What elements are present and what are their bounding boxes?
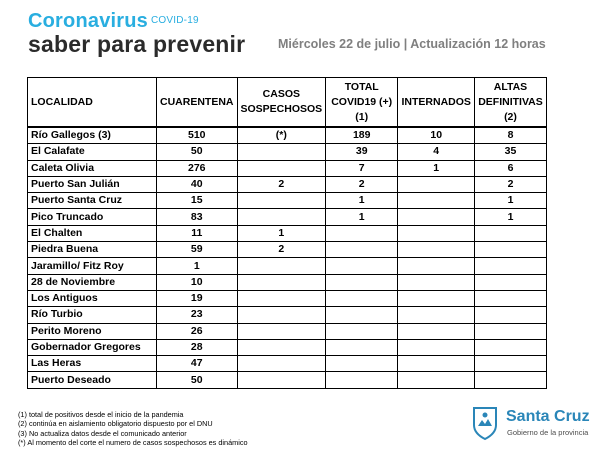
cell-internados bbox=[398, 356, 475, 372]
cell-casos-sospechosos bbox=[237, 339, 326, 355]
table-row bbox=[28, 209, 547, 225]
cell-cuarentena: 11 bbox=[157, 225, 238, 241]
logo-subtitle: Gobierno de la provincia bbox=[507, 428, 589, 437]
cell-total-covid bbox=[326, 307, 398, 323]
cell-internados bbox=[398, 242, 475, 258]
cell-casos-sospechosos bbox=[237, 209, 326, 225]
cell-cuarentena: 276 bbox=[157, 160, 238, 176]
cell-internados bbox=[398, 274, 475, 290]
cell-localidad: Piedra Buena bbox=[28, 242, 157, 258]
cell-internados bbox=[398, 339, 475, 355]
table-row bbox=[28, 242, 547, 258]
table-row bbox=[28, 225, 547, 241]
cell-total-covid: 2 bbox=[326, 176, 398, 192]
cell-casos-sospechosos bbox=[237, 193, 326, 209]
cell-localidad: Los Antiguos bbox=[28, 290, 157, 306]
cell-cuarentena: 15 bbox=[157, 193, 238, 209]
header-altas-definitivas: ALTAS DEFINITIVAS (2) bbox=[475, 78, 547, 128]
cell-localidad: Las Heras bbox=[28, 356, 157, 372]
cell-cuarentena: 28 bbox=[157, 339, 238, 355]
cell-cuarentena: 40 bbox=[157, 176, 238, 192]
table-row bbox=[28, 339, 547, 355]
table-row bbox=[28, 160, 547, 176]
cell-internados bbox=[398, 258, 475, 274]
cell-casos-sospechosos bbox=[237, 160, 326, 176]
cell-altas: 2 bbox=[475, 176, 547, 192]
cell-altas: 6 bbox=[475, 160, 547, 176]
footnote: (1) total de positivos desde el inicio de la pandemia bbox=[18, 410, 184, 419]
cell-casos-sospechosos bbox=[237, 307, 326, 323]
table-row bbox=[28, 307, 547, 323]
cell-localidad: Perito Moreno bbox=[28, 323, 157, 339]
cell-cuarentena: 1 bbox=[157, 258, 238, 274]
cell-total-covid bbox=[326, 323, 398, 339]
cell-localidad: Caleta Olivia bbox=[28, 160, 157, 176]
cell-localidad: Puerto Deseado bbox=[28, 372, 157, 388]
header-casos-sospechosos: CASOS SOSPECHOSOS bbox=[237, 78, 326, 128]
header-internados: INTERNADOS bbox=[398, 78, 475, 128]
cell-total-covid bbox=[326, 290, 398, 306]
cell-altas: 8 bbox=[475, 127, 547, 144]
cell-casos-sospechosos bbox=[237, 372, 326, 388]
cell-localidad: Puerto Santa Cruz bbox=[28, 193, 157, 209]
table-row bbox=[28, 356, 547, 372]
cell-casos-sospechosos: 2 bbox=[237, 176, 326, 192]
cell-altas bbox=[475, 356, 547, 372]
table-body bbox=[28, 127, 547, 388]
cell-localidad: Pico Truncado bbox=[28, 209, 157, 225]
cell-total-covid bbox=[326, 339, 398, 355]
cell-altas bbox=[475, 242, 547, 258]
cell-localidad: Gobernador Gregores bbox=[28, 339, 157, 355]
cell-altas bbox=[475, 290, 547, 306]
header-localidad: LOCALIDAD bbox=[28, 78, 157, 128]
cell-altas bbox=[475, 307, 547, 323]
cell-total-covid: 1 bbox=[326, 193, 398, 209]
cell-casos-sospechosos bbox=[237, 290, 326, 306]
cell-casos-sospechosos bbox=[237, 144, 326, 160]
cell-internados bbox=[398, 193, 475, 209]
brand-slogan: saber para prevenir bbox=[28, 31, 246, 57]
cell-internados bbox=[398, 176, 475, 192]
cell-internados bbox=[398, 372, 475, 388]
cell-localidad: El Chalten bbox=[28, 225, 157, 241]
footnotes bbox=[18, 410, 248, 447]
cell-localidad: Río Turbio bbox=[28, 307, 157, 323]
cell-cuarentena: 47 bbox=[157, 356, 238, 372]
cell-casos-sospechosos bbox=[237, 323, 326, 339]
table-row bbox=[28, 290, 547, 306]
cell-casos-sospechosos bbox=[237, 356, 326, 372]
cell-casos-sospechosos bbox=[237, 274, 326, 290]
cell-casos-sospechosos: 1 bbox=[237, 225, 326, 241]
header-cuarentena: CUARENTENA bbox=[157, 78, 238, 128]
table-row bbox=[28, 193, 547, 209]
cell-localidad: El Calafate bbox=[28, 144, 157, 160]
cases-table bbox=[27, 77, 547, 389]
cell-altas bbox=[475, 372, 547, 388]
shield-icon bbox=[471, 405, 499, 441]
cell-altas: 1 bbox=[475, 209, 547, 225]
cell-altas: 1 bbox=[475, 193, 547, 209]
brand-coronavirus: Coronavirus $^{COVID-19}$ bbox=[28, 10, 199, 32]
cell-cuarentena: 83 bbox=[157, 209, 238, 225]
footnote: (*) Al momento del corte el numero de casos sospechosos es dinámico bbox=[18, 437, 248, 447]
cell-altas: 35 bbox=[475, 144, 547, 160]
cell-total-covid bbox=[326, 258, 398, 274]
logo-name: Santa Cruz bbox=[506, 408, 590, 425]
cell-total-covid bbox=[326, 356, 398, 372]
santa-cruz-logo bbox=[471, 405, 591, 445]
brand-covid-tag: COVID-19 bbox=[151, 15, 199, 26]
cell-casos-sospechosos bbox=[237, 258, 326, 274]
table-row bbox=[28, 144, 547, 160]
table-header-row bbox=[28, 78, 547, 128]
brand-title bbox=[28, 10, 245, 58]
cell-altas bbox=[475, 258, 547, 274]
cell-cuarentena: 10 bbox=[157, 274, 238, 290]
cell-casos-sospechosos: (*) bbox=[237, 127, 326, 144]
cell-casos-sospechosos: 2 bbox=[237, 242, 326, 258]
cell-cuarentena: 59 bbox=[157, 242, 238, 258]
cell-internados: 10 bbox=[398, 127, 475, 144]
cell-cuarentena: 50 bbox=[157, 144, 238, 160]
cell-total-covid: 189 bbox=[326, 127, 398, 144]
cell-total-covid: 39 bbox=[326, 144, 398, 160]
cell-internados: 1 bbox=[398, 160, 475, 176]
cell-cuarentena: 23 bbox=[157, 307, 238, 323]
cell-altas bbox=[475, 274, 547, 290]
cell-total-covid: 7 bbox=[326, 160, 398, 176]
cell-localidad: Jaramillo/ Fitz Roy bbox=[28, 258, 157, 274]
cell-cuarentena: 26 bbox=[157, 323, 238, 339]
cell-altas bbox=[475, 339, 547, 355]
cell-total-covid: 1 bbox=[326, 209, 398, 225]
cell-internados: 4 bbox=[398, 144, 475, 160]
table-row bbox=[28, 274, 547, 290]
cell-total-covid bbox=[326, 225, 398, 241]
table-row bbox=[28, 258, 547, 274]
cell-localidad: Puerto San Julián bbox=[28, 176, 157, 192]
cell-internados bbox=[398, 290, 475, 306]
header-total-covid: TOTAL COVID19 (+) (1) bbox=[326, 78, 398, 128]
cell-internados bbox=[398, 225, 475, 241]
footnote: (2) continúa en aislamiento obligatorio dispuesto por el DNU bbox=[18, 419, 213, 429]
table-row bbox=[28, 127, 547, 144]
cell-total-covid bbox=[326, 274, 398, 290]
date-line: Miércoles 22 de julio | Actualización 12 horas bbox=[278, 37, 546, 51]
cell-localidad: Río Gallegos (3) bbox=[28, 127, 157, 144]
cell-internados bbox=[398, 307, 475, 323]
table-row bbox=[28, 372, 547, 388]
cell-total-covid bbox=[326, 242, 398, 258]
cell-cuarentena: 19 bbox=[157, 290, 238, 306]
footnote: (3) No actualiza datos desde el comunicado anterior bbox=[18, 428, 187, 438]
table-row bbox=[28, 176, 547, 192]
cell-internados bbox=[398, 323, 475, 339]
cell-altas bbox=[475, 323, 547, 339]
table-row bbox=[28, 323, 547, 339]
cell-total-covid bbox=[326, 372, 398, 388]
cell-internados bbox=[398, 209, 475, 225]
cell-cuarentena: 510 bbox=[157, 127, 238, 144]
cell-localidad: 28 de Noviembre bbox=[28, 274, 157, 290]
cell-cuarentena: 50 bbox=[157, 372, 238, 388]
cell-altas bbox=[475, 225, 547, 241]
